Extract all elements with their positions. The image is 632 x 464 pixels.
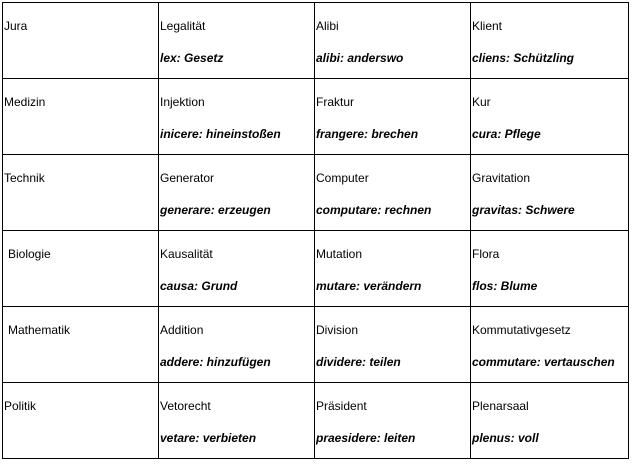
term-cell xyxy=(315,231,471,307)
term-cell xyxy=(471,383,629,459)
field-label: Jura xyxy=(4,19,28,33)
term-label: Computer xyxy=(316,171,369,185)
field-label: Biologie xyxy=(8,247,51,261)
term-cell xyxy=(471,307,629,383)
term-label: Injektion xyxy=(160,95,205,109)
term-label: Mutation xyxy=(316,247,363,261)
latin-origin: gravitas: Schwere xyxy=(472,203,575,217)
term-cell xyxy=(315,155,471,231)
term-label: Generator xyxy=(160,171,215,185)
term-cell xyxy=(159,155,315,231)
term-label: Kur xyxy=(472,95,491,109)
latin-origin: cura: Pflege xyxy=(472,127,541,141)
latin-origin: cliens: Schützling xyxy=(472,51,575,65)
latin-origin: flos: Blume xyxy=(472,279,538,293)
term-cell xyxy=(315,307,471,383)
latin-origin: dividere: teilen xyxy=(316,355,401,369)
term-label: Klient xyxy=(472,19,503,33)
latin-origin: addere: hinzufügen xyxy=(160,355,271,369)
term-label: Kommutativgesetz xyxy=(472,323,571,337)
latin-origin: commutare: vertauschen xyxy=(472,355,615,369)
term-cell xyxy=(471,231,629,307)
term-label: Legalität xyxy=(160,19,206,33)
latin-origin: vetare: verbieten xyxy=(160,431,257,445)
latin-origin: computare: rechnen xyxy=(316,203,432,217)
term-label: Präsident xyxy=(316,399,367,413)
latin-origin: praesidere: leiten xyxy=(316,431,416,445)
table-row xyxy=(3,383,629,459)
term-label: Division xyxy=(316,323,359,337)
table-row xyxy=(3,79,629,155)
term-cell xyxy=(315,3,471,79)
latin-origin: plenus: voll xyxy=(472,431,539,445)
latin-origins-table xyxy=(2,2,629,459)
term-cell xyxy=(471,155,629,231)
latin-origin: inicere: hineinstoßen xyxy=(160,127,281,141)
term-label: Kausalität xyxy=(160,247,213,261)
term-cell xyxy=(159,383,315,459)
term-cell xyxy=(159,231,315,307)
term-label: Alibi xyxy=(316,19,339,33)
field-label: Politik xyxy=(4,399,37,413)
term-label: Flora xyxy=(472,247,500,261)
term-label: Gravitation xyxy=(472,171,531,185)
term-label: Fraktur xyxy=(316,95,355,109)
field-label: Medizin xyxy=(4,95,46,109)
latin-origin: causa: Grund xyxy=(160,279,238,293)
latin-origin: lex: Gesetz xyxy=(160,51,224,65)
table-row xyxy=(3,307,629,383)
table-row xyxy=(3,155,629,231)
latin-origin: frangere: brechen xyxy=(316,127,419,141)
latin-origin: mutare: verändern xyxy=(316,279,422,293)
field-cell xyxy=(3,383,159,459)
term-label: Addition xyxy=(160,323,204,337)
term-cell xyxy=(315,383,471,459)
field-cell xyxy=(3,3,159,79)
field-cell xyxy=(3,307,159,383)
field-label: Technik xyxy=(4,171,45,185)
table-row xyxy=(3,3,629,79)
field-cell xyxy=(3,155,159,231)
latin-origin: alibi: anderswo xyxy=(316,51,404,65)
term-cell xyxy=(315,79,471,155)
field-cell xyxy=(3,231,159,307)
term-label: Vetorecht xyxy=(160,399,211,413)
field-label: Mathematik xyxy=(8,323,71,337)
table-row xyxy=(3,231,629,307)
field-cell xyxy=(3,79,159,155)
term-cell xyxy=(159,307,315,383)
term-cell xyxy=(159,79,315,155)
latin-origin: generare: erzeugen xyxy=(160,203,271,217)
term-cell xyxy=(159,3,315,79)
term-cell xyxy=(471,79,629,155)
term-label: Plenarsaal xyxy=(472,399,529,413)
term-cell xyxy=(471,3,629,79)
